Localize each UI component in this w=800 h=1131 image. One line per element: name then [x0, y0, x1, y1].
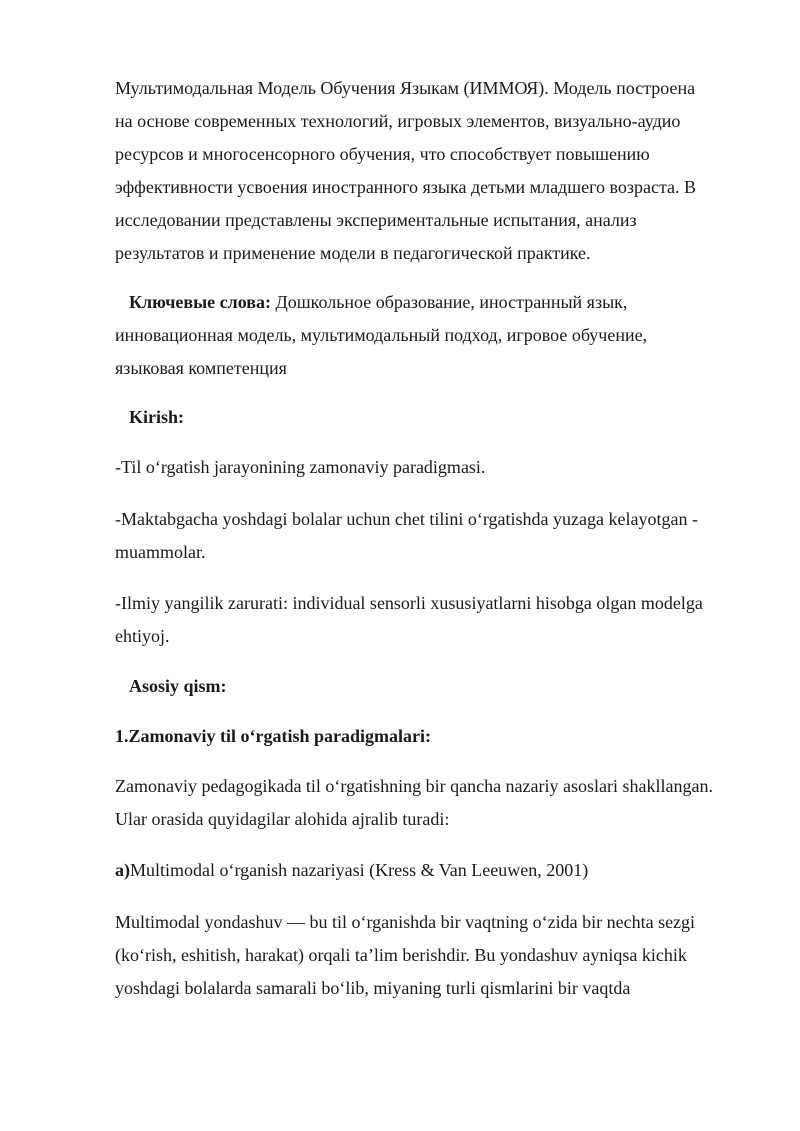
keywords-label: Ключевые слова: [129, 292, 271, 312]
subsection-a-text: Multimodal o‘rganish nazariyasi (Kress & Van Leeuwen, 2001) [130, 860, 589, 880]
intro-heading: Kirish: [129, 407, 185, 427]
intro-item-3-line: ehtiyoj. [115, 626, 170, 646]
abstract-line: на основе современных технологий, игровых элементов, визуально-аудио [115, 111, 681, 131]
keywords-first-line [115, 286, 755, 319]
abstract-line: исследовании представлены экспериментальные испытания, анализ [115, 210, 637, 230]
paragraph-2 [115, 906, 755, 1005]
main-heading: Asosiy qism: [129, 676, 227, 696]
intro-item-2 [115, 503, 755, 569]
keywords-line: инновационная модель, мультимодальный подход, игровое обучение, [115, 325, 648, 345]
abstract-line: Мультимодальная Модель Обучения Языкам (ИММОЯ). Модель построена [115, 78, 696, 98]
subsection-a [115, 854, 755, 887]
keywords-text: Дошкольное образование, иностранный язык, [270, 292, 628, 312]
paragraph-line: (ko‘rish, eshitish, harakat) orqali ta’lim berishdir. Bu yondashuv ayniqsa kichik [115, 945, 687, 965]
intro-item-1: -Til o‘rgatish jarayonining zamonaviy paradigmasi. [115, 457, 486, 477]
abstract-line: ресурсов и многосенсорного обучения, что способствует повышению [115, 144, 650, 164]
keywords-paragraph [115, 286, 755, 385]
abstract-line: результатов и применение модели в педагогической практике. [115, 243, 591, 263]
keywords-line: языковая компетенция [115, 358, 287, 378]
paragraph-1 [115, 770, 755, 836]
section-1-title: 1.Zamonaviy til o‘rgatish paradigmalari: [115, 726, 431, 746]
intro-item-2-line: -Maktabgacha yoshdagi bolalar uchun chet tilini o‘rgatishda yuzaga kelayotgan - [115, 509, 698, 529]
paragraph-line: Ular orasida quyidagilar alohida ajralib turadi: [115, 809, 450, 829]
intro-item-2-line: muammolar. [115, 542, 206, 562]
paragraph-line: Multimodal yondashuv — bu til o‘rganishda bir vaqtning o‘zida bir nechta sezgi [115, 912, 696, 932]
intro-item-3 [115, 587, 755, 653]
intro-item-3-line: -Ilmiy yangilik zarurati: individual sensorli xususiyatlarni hisobga olgan modelga [115, 593, 703, 613]
subsection-a-label: a) [115, 860, 130, 880]
abstract-paragraph [115, 72, 755, 270]
abstract-line: эффективности усвоения иностранного языка детьми младшего возраста. В [115, 177, 697, 197]
paragraph-line: yoshdagi bolalarda samarali bo‘lib, miyaning turli qismlarini bir vaqtda [115, 978, 631, 998]
paragraph-line: Zamonaviy pedagogikada til o‘rgatishning bir qancha nazariy asoslari shakllangan. [115, 776, 713, 796]
